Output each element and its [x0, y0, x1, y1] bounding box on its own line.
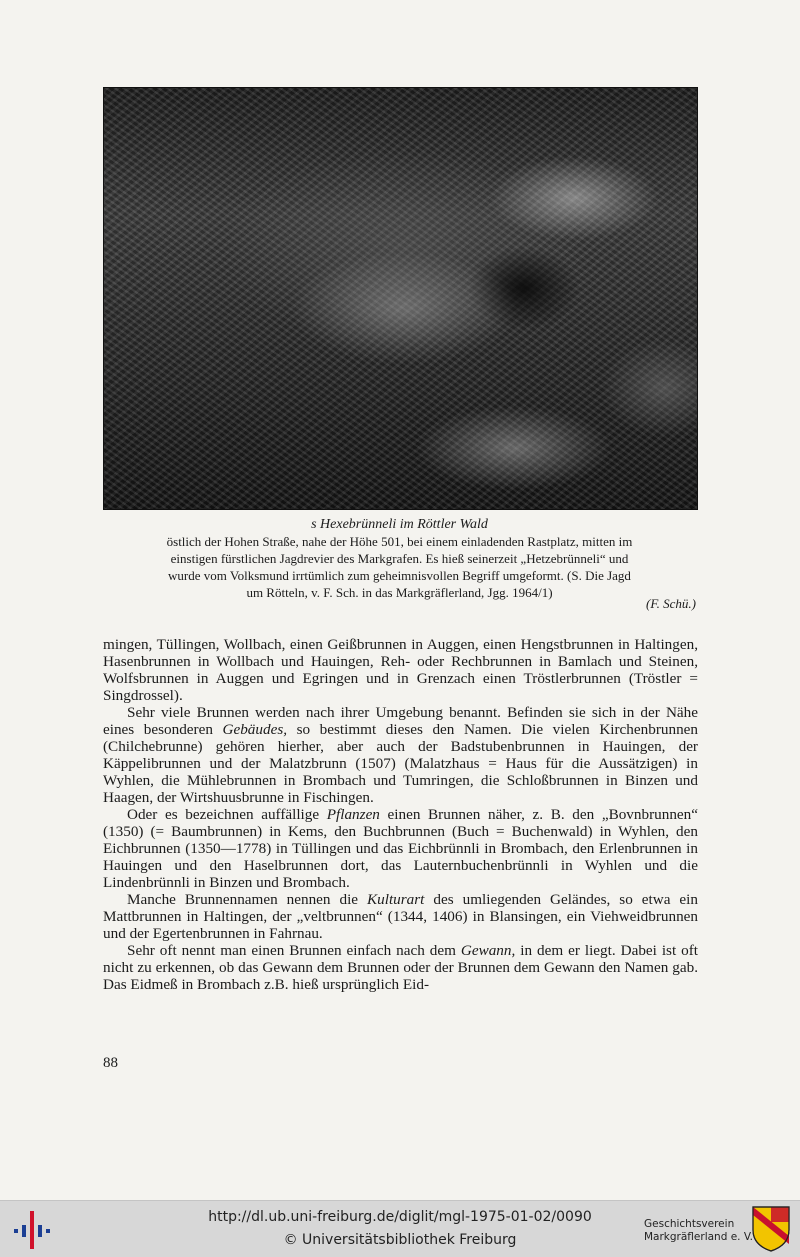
body-text — [103, 636, 698, 993]
photograph-forest-spring — [103, 87, 698, 510]
caption-line: einstigen fürstlichen Jagdrevier des Markgrafen. Es hieß seinerzeit „Hetzebrünneli“ und — [170, 551, 629, 566]
text-run: Oder es bezeichnen auffällige — [127, 806, 327, 823]
paragraph — [103, 704, 698, 806]
caption-line: um Rötteln, v. F. Sch. in das Markgräflerland, Jgg. 1964/1) — [246, 585, 553, 600]
photo-credit: (F. Schü.) — [646, 596, 696, 611]
paragraph — [103, 891, 698, 942]
society-line: Markgräflerland e. V. — [644, 1231, 754, 1243]
text-run: Manche Brunnennamen nennen die — [127, 891, 368, 908]
coat-of-arms-icon[interactable] — [752, 1206, 790, 1252]
page-number: 88 — [103, 1055, 118, 1071]
emphasis: Pflanzen — [326, 806, 380, 823]
caption-line: wurde vom Volksmund irrtümlich zum geheimnisvollen Begriff umgeformt. (S. Die Jagd — [168, 568, 631, 583]
document-url-link[interactable]: http://dl.ub.uni-freiburg.de/diglit/mgl-1975-01-02/0090 — [208, 1209, 592, 1225]
emphasis: Kulturart — [367, 891, 425, 908]
text-run: einen Brunnen näher, z. B. den „Bovnbrunnen“ (1350) (= Baumbrunnen) in Kems, den Buchbrunnen (Buch = Buchenwald) in Wyhlen, den Eichbrunnen (1350—1778) in Tüllingen und das Eichbrünnli in Brombach, den Erlenbrunnen in Hauingen und den Haselbrunnen dort, das Lauternbuchenbrünnli in Wyhlen und die Lindenbrünnli in Binzen und Brombach. — [103, 806, 698, 891]
society-name[interactable] — [644, 1218, 753, 1244]
text-run: des umliegenden Geländes, so etwa ein Mattbrunnen in Haltingen, der „veltbrunnen“ (1344, 1406) in Blansingen, ein Viehweidbrunnen und der Egertenbrunnen in Fahrnau. — [103, 891, 698, 942]
text-run: Sehr viele Brunnen werden nach ihrer Umgebung benannt. Befinden sie sich in der Nähe eines besonderen — [103, 704, 698, 738]
caption-line: östlich der Hohen Straße, nahe der Höhe 501, bei einem einladenden Rastplatz, mitten im — [166, 534, 633, 549]
paragraph: mingen, Tüllingen, Wollbach, einen Geißbrunnen in Auggen, einen Hengstbrunnen in Haltingen, Hasenbrunnen in Wollbach und Hauingen, Reh- oder Rechbrunnen in Bamlach und Steinen, Wolfsbrunnen in Auggen und Egringen und in Grenzach einen Tröstlerbrunnen (Tröstler = Singdrossel). — [103, 636, 698, 704]
paragraph — [103, 942, 698, 993]
figure-caption-title: s Hexebrünneli im Röttler Wald — [311, 517, 488, 532]
text-run: in dem er liegt. Dabei ist oft nicht zu erkennen, ob das Gewann dem Brunnen oder der Brunnen dem Gewann den Namen gab. Das Eidmeß in Brombach z.B. hieß ursprünglich Eid- — [103, 942, 698, 993]
copyright-text: © Universitätsbibliothek Freiburg — [283, 1232, 517, 1248]
emphasis: Gebäudes, — [222, 721, 288, 738]
figure-caption-text — [103, 533, 696, 601]
paragraph — [103, 806, 698, 891]
text-run: so bestimmt dieses den Namen. Die vielen Kirchenbrunnen (Chilchebrunne) gehören hierher, aber auch der Badstubenbrunnen in Hauingen, der Käppelibrunnen und der Malatzbrunn (1507) (Malatzhaus = Haus für die Aussätzigen) in Wyhlen, die Mühlebrunnen in Brombach und Tumringen, die Schloßbrunnen in Binzen und Haagen, der Wirtshuusbrunne in Fischingen. — [103, 721, 698, 806]
emphasis: Gewann, — [460, 942, 516, 959]
text-run: Sehr oft nennt man einen Brunnen einfach nach dem — [127, 942, 461, 959]
viewer-footer — [0, 1200, 800, 1257]
society-line: Geschichtsverein — [644, 1218, 735, 1230]
